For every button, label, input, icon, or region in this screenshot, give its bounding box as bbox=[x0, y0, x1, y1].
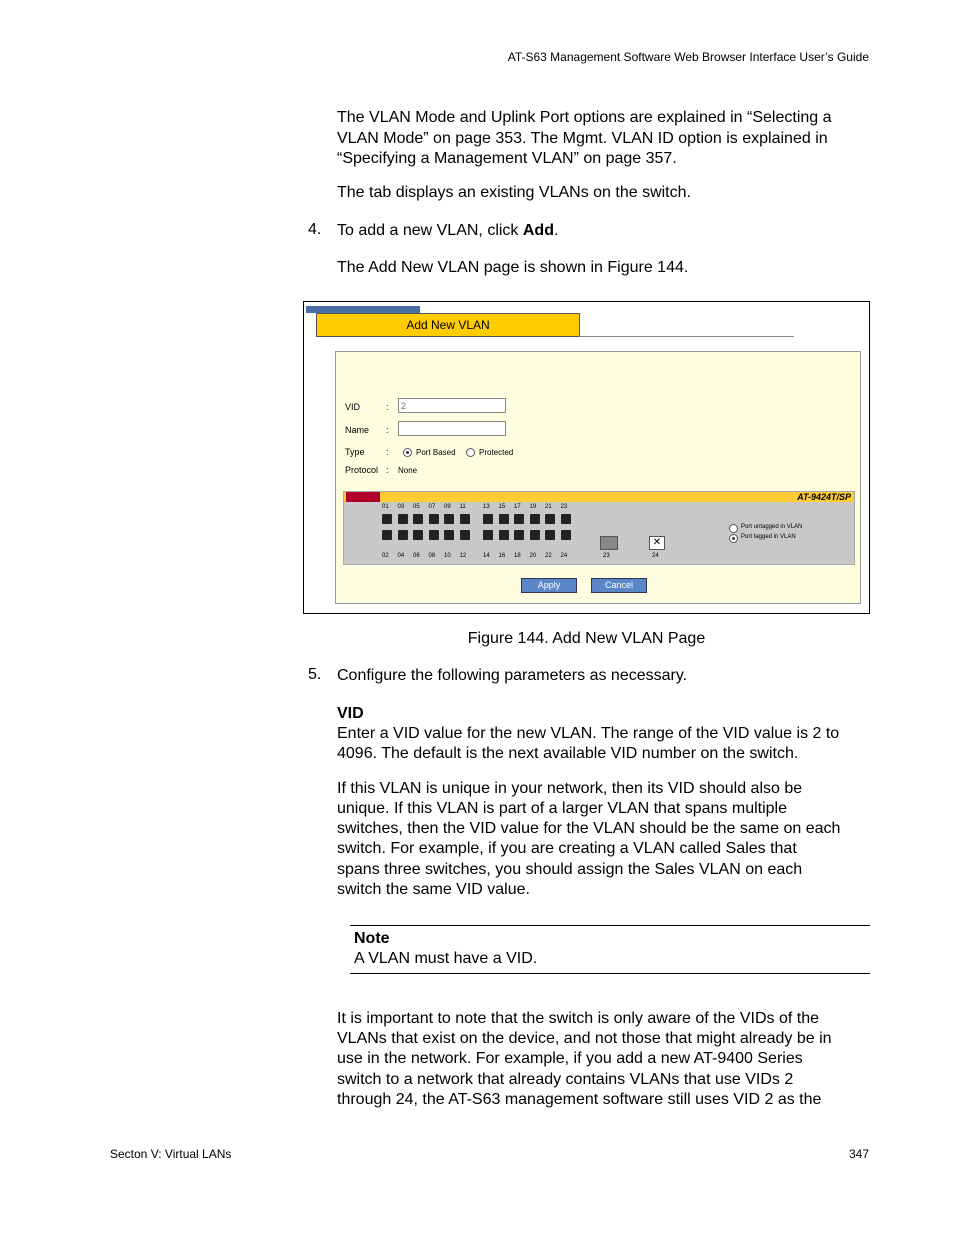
tagged-legend-label: Port tagged in VLAN bbox=[741, 534, 796, 540]
add-keyword: Add bbox=[522, 222, 554, 239]
port-number: 06 bbox=[413, 553, 420, 559]
tab-add-new-vlan[interactable]: Add New VLAN bbox=[316, 313, 580, 337]
port-02[interactable] bbox=[382, 530, 392, 540]
form-panel bbox=[335, 351, 861, 604]
name-label: Name bbox=[345, 425, 370, 435]
port-15[interactable] bbox=[499, 514, 509, 524]
colon: : bbox=[386, 465, 389, 475]
port-number: 04 bbox=[397, 553, 405, 559]
paragraph-line: use in the network. For example, if you add a new AT-9400 Series bbox=[337, 1050, 803, 1067]
port-based-label: Port Based bbox=[416, 448, 456, 457]
port-03[interactable] bbox=[398, 514, 408, 524]
paragraph-line: VLAN Mode” on page 353. The Mgmt. VLAN ID option is explained in bbox=[337, 130, 828, 147]
port-number: 08 bbox=[428, 553, 436, 559]
port-number: 05 bbox=[413, 504, 420, 510]
running-header: AT-S63 Management Software Web Browser Interface User’s Guide bbox=[507, 50, 869, 64]
figure-caption: Figure 144. Add New VLAN Page bbox=[467, 630, 706, 647]
port-number: 23 bbox=[603, 553, 610, 559]
port-number: 24 bbox=[560, 553, 568, 559]
port-01[interactable] bbox=[382, 514, 392, 524]
protocol-value: None bbox=[398, 466, 418, 475]
port-17[interactable] bbox=[514, 514, 524, 524]
paragraph-line: It is important to note that the switch is only aware of the VIDs of the bbox=[337, 1010, 820, 1027]
port-08[interactable] bbox=[429, 530, 439, 540]
paragraph-line: If this VLAN is unique in your network, then its VID should also be bbox=[337, 780, 803, 797]
port-number: 13 bbox=[483, 504, 490, 510]
port-05[interactable] bbox=[413, 514, 423, 524]
port-number: 10 bbox=[444, 553, 451, 559]
port-21[interactable] bbox=[545, 514, 555, 524]
port-number: 16 bbox=[498, 553, 506, 559]
port-24[interactable] bbox=[561, 530, 571, 540]
port-20[interactable] bbox=[530, 530, 540, 540]
uplink-port-23[interactable] bbox=[600, 536, 618, 550]
port-04[interactable] bbox=[398, 530, 408, 540]
protected-label: Protected bbox=[479, 448, 514, 457]
port-11[interactable] bbox=[460, 514, 470, 524]
paragraph-line: unique. If this VLAN is part of a larger VLAN that spans multiple bbox=[337, 800, 788, 817]
cancel-button[interactable]: Cancel bbox=[591, 578, 647, 593]
name-input[interactable] bbox=[398, 421, 506, 436]
note-title: Note bbox=[354, 930, 390, 947]
port-number: 17 bbox=[514, 504, 521, 510]
paragraph-line: Enter a VID value for the new VLAN. The range of the VID value is 2 to bbox=[337, 725, 840, 742]
paragraph-line: switch. For example, if you are creating a VLAN called Sales that bbox=[337, 840, 797, 857]
port-09[interactable] bbox=[444, 514, 454, 524]
step-number: 5. bbox=[308, 666, 322, 683]
port-number: 20 bbox=[529, 553, 537, 559]
step-text bbox=[337, 221, 872, 241]
port-22[interactable] bbox=[545, 530, 555, 540]
port-number: 22 bbox=[545, 553, 552, 559]
step-text: Configure the following parameters as necessary. bbox=[337, 667, 688, 684]
paragraph-line: The tab displays an existing VLANs on the switch. bbox=[337, 184, 691, 201]
figure-top-bar bbox=[306, 306, 420, 313]
port-number: 11 bbox=[459, 504, 466, 510]
port-number: 18 bbox=[514, 553, 521, 559]
port-number: 24 bbox=[652, 553, 659, 559]
port-number: 03 bbox=[397, 504, 405, 510]
colon: : bbox=[386, 447, 389, 457]
paragraph-line: “Specifying a Management VLAN” on page 357. bbox=[337, 150, 677, 167]
paragraph-line: switch to a network that already contains VLANs that use VIDs 2 bbox=[337, 1071, 794, 1088]
paragraph-line: The Add New VLAN page is shown in Figure 144. bbox=[337, 259, 689, 276]
port-12[interactable] bbox=[460, 530, 470, 540]
vid-heading: VID bbox=[337, 705, 364, 722]
footer-section: Secton V: Virtual LANs bbox=[110, 1147, 232, 1161]
figure-add-new-vlan bbox=[303, 301, 870, 614]
untagged-legend-label: Port untagged in VLAN bbox=[741, 524, 803, 530]
paragraph-line: The VLAN Mode and Uplink Port options are explained in “Selecting a bbox=[337, 109, 832, 126]
step-number: 4. bbox=[308, 221, 322, 238]
port-10[interactable] bbox=[444, 530, 454, 540]
protocol-label: Protocol bbox=[345, 465, 379, 475]
tagged-legend-icon bbox=[729, 534, 738, 543]
port-07[interactable] bbox=[429, 514, 439, 524]
protected-radio[interactable] bbox=[466, 448, 475, 457]
page-number: 347 bbox=[848, 1147, 869, 1161]
paragraph-line: switches, then the VID value for the VLAN should be the same on each bbox=[337, 820, 841, 837]
port-number: 02 bbox=[382, 553, 389, 559]
switch-model: AT-9424T/SP bbox=[797, 492, 851, 502]
paragraph-line: 4096. The default is the next available VID number on the switch. bbox=[337, 745, 799, 762]
port-number: 14 bbox=[483, 553, 490, 559]
port-number: 15 bbox=[498, 504, 506, 510]
port-number: 09 bbox=[444, 504, 451, 510]
port-16[interactable] bbox=[499, 530, 509, 540]
vid-label: VID bbox=[345, 402, 361, 412]
type-label: Type bbox=[345, 447, 365, 457]
port-number: 07 bbox=[428, 504, 436, 510]
note-text: A VLAN must have a VID. bbox=[354, 950, 538, 967]
switch-front-panel bbox=[343, 491, 855, 565]
port-number: 21 bbox=[545, 504, 552, 510]
uplink-port-24[interactable]: ✕ bbox=[649, 536, 665, 550]
paragraph-line: VLANs that exist on the device, and not those that might already be in bbox=[337, 1030, 832, 1047]
port-18[interactable] bbox=[514, 530, 524, 540]
port-13[interactable] bbox=[483, 514, 493, 524]
vid-input[interactable]: 2 bbox=[398, 398, 506, 413]
paragraph-line: through 24, the AT-S63 management software still uses VID 2 as the bbox=[337, 1091, 822, 1108]
port-number: 01 bbox=[382, 504, 389, 510]
apply-button[interactable]: Apply bbox=[521, 578, 577, 593]
tab-divider bbox=[579, 336, 794, 337]
step-text-part: To add a new VLAN, click bbox=[337, 222, 523, 239]
paragraph-line: spans three switches, you should assign the Sales VLAN on each bbox=[337, 861, 803, 878]
port-number: 23 bbox=[560, 504, 568, 510]
untagged-legend-icon bbox=[729, 524, 738, 533]
note-box bbox=[350, 925, 870, 974]
colon: : bbox=[386, 402, 389, 412]
paragraph-line: switch the same VID value. bbox=[337, 881, 530, 898]
port-based-radio[interactable] bbox=[403, 448, 412, 457]
step-text-end: . bbox=[553, 222, 559, 239]
port-06[interactable] bbox=[413, 530, 423, 540]
port-14[interactable] bbox=[483, 530, 493, 540]
port-19[interactable] bbox=[530, 514, 540, 524]
port-23[interactable] bbox=[561, 514, 571, 524]
port-number: 12 bbox=[459, 553, 467, 559]
colon: : bbox=[386, 425, 389, 435]
port-number: 19 bbox=[529, 504, 537, 510]
